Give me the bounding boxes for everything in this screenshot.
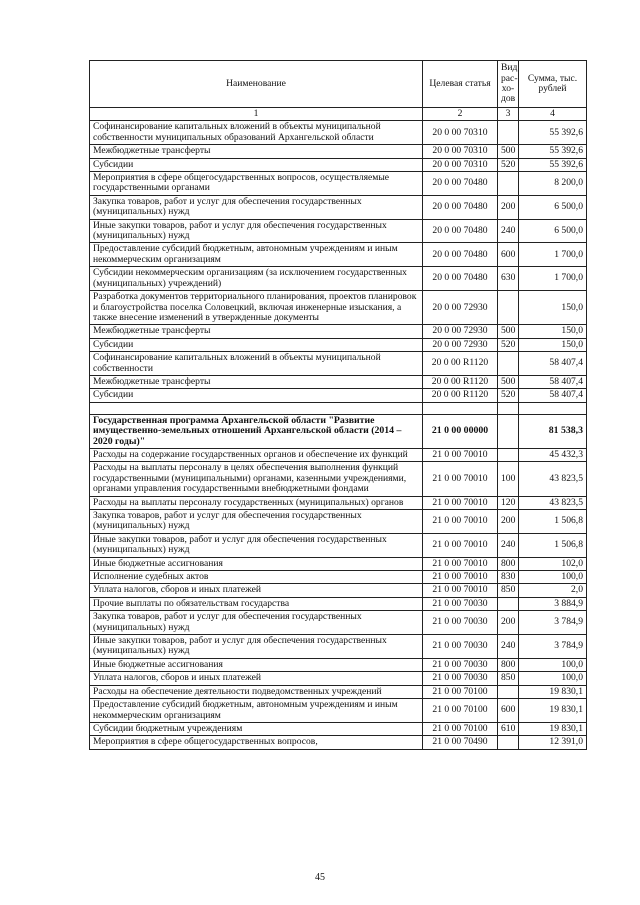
table-row bbox=[90, 352, 587, 376]
row-expense-type: 800 bbox=[498, 658, 519, 671]
row-name: Государственная программа Архангельской области "Развитие имущественно-земельных отношений Архангельской области (2014 – 2020 годы)" bbox=[90, 414, 423, 448]
row-name: Уплата налогов, сборов и иных платежей bbox=[90, 584, 423, 597]
row-amount: 2,0 bbox=[519, 584, 587, 597]
row-target-article: 21 0 00 00000 bbox=[423, 414, 498, 448]
table-row bbox=[90, 291, 587, 325]
row-expense-type bbox=[498, 121, 519, 145]
row-name: Субсидии bbox=[90, 158, 423, 171]
table-row bbox=[90, 635, 587, 659]
row-name: Уплата налогов, сборов и иных платежей bbox=[90, 672, 423, 685]
row-expense-type bbox=[498, 172, 519, 196]
table-row bbox=[90, 414, 587, 448]
row-expense-type bbox=[498, 352, 519, 376]
row-target-article: 20 0 00 70310 bbox=[423, 145, 498, 158]
row-target-article: 20 0 00 70480 bbox=[423, 267, 498, 291]
header-amount: Сумма, тыс. рублей bbox=[519, 61, 587, 108]
row-expense-type bbox=[498, 448, 519, 461]
row-name: Закупка товаров, работ и услуг для обеспечения государственных (муниципальных) нужд bbox=[90, 195, 423, 219]
table-row bbox=[90, 699, 587, 723]
row-amount: 100,0 bbox=[519, 672, 587, 685]
row-name: Межбюджетные трансферты bbox=[90, 145, 423, 158]
column-number: 1 bbox=[90, 108, 423, 121]
table-row bbox=[90, 736, 587, 749]
row-name: Расходы на выплаты персоналу в целях обеспечения выполнения функций государственными (муниципальными) органами, казенными учреждениями, органами управления государственными внебюджетными фондами bbox=[90, 462, 423, 496]
row-amount: 1 700,0 bbox=[519, 267, 587, 291]
row-amount: 150,0 bbox=[519, 325, 587, 338]
row-name: Иные закупки товаров, работ и услуг для обеспечения государственных (муниципальных) нужд bbox=[90, 533, 423, 557]
row-target-article: 21 0 00 70100 bbox=[423, 722, 498, 735]
row-amount: 1 700,0 bbox=[519, 243, 587, 267]
row-amount: 43 823,5 bbox=[519, 496, 587, 509]
column-number: 3 bbox=[498, 108, 519, 121]
row-expense-type: 800 bbox=[498, 557, 519, 570]
row-target-article: 21 0 00 70100 bbox=[423, 685, 498, 698]
column-number: 2 bbox=[423, 108, 498, 121]
row-name: Прочие выплаты по обязательствам государства bbox=[90, 597, 423, 610]
row-amount: 45 432,3 bbox=[519, 448, 587, 461]
row-expense-type: 240 bbox=[498, 219, 519, 243]
table-row bbox=[90, 338, 587, 351]
row-expense-type bbox=[498, 685, 519, 698]
row-target-article: 20 0 00 70480 bbox=[423, 195, 498, 219]
table-row bbox=[90, 145, 587, 158]
table-row bbox=[90, 448, 587, 461]
row-name: Межбюджетные трансферты bbox=[90, 325, 423, 338]
row-expense-type: 850 bbox=[498, 584, 519, 597]
row-amount: 3 784,9 bbox=[519, 611, 587, 635]
row-name: Мероприятия в сфере общегосударственных вопросов, осуществляемые государственными органами bbox=[90, 172, 423, 196]
row-name: Софинансирование капитальных вложений в объекты муниципальной собственности bbox=[90, 352, 423, 376]
table-body bbox=[90, 121, 587, 749]
row-name: Субсидии bbox=[90, 338, 423, 351]
row-target-article: 21 0 00 70100 bbox=[423, 699, 498, 723]
table-row bbox=[90, 121, 587, 145]
table-row bbox=[90, 219, 587, 243]
row-name: Межбюджетные трансферты bbox=[90, 375, 423, 388]
row-expense-type: 520 bbox=[498, 389, 519, 402]
row-amount: 150,0 bbox=[519, 338, 587, 351]
row-expense-type: 200 bbox=[498, 611, 519, 635]
row-target-article bbox=[423, 402, 498, 414]
row-amount: 55 392,6 bbox=[519, 145, 587, 158]
table-row bbox=[90, 510, 587, 534]
row-name: Софинансирование капитальных вложений в объекты муниципальной собственности муниципальных образований Архангельской области bbox=[90, 121, 423, 145]
row-amount: 1 506,8 bbox=[519, 533, 587, 557]
row-amount: 6 500,0 bbox=[519, 195, 587, 219]
row-name: Закупка товаров, работ и услуг для обеспечения государственных (муниципальных) нужд bbox=[90, 611, 423, 635]
row-amount: 19 830,1 bbox=[519, 722, 587, 735]
row-name: Мероприятия в сфере общегосударственных вопросов, bbox=[90, 736, 423, 749]
row-target-article: 20 0 00 72930 bbox=[423, 338, 498, 351]
row-target-article: 21 0 00 70010 bbox=[423, 448, 498, 461]
header-expense-type: Вид рас-хо-дов bbox=[498, 61, 519, 108]
row-amount: 102,0 bbox=[519, 557, 587, 570]
row-expense-type: 520 bbox=[498, 158, 519, 171]
row-expense-type: 240 bbox=[498, 635, 519, 659]
row-name: Субсидии некоммерческим организациям (за исключением государственных (муниципальных) учреждений) bbox=[90, 267, 423, 291]
table-row bbox=[90, 267, 587, 291]
row-expense-type bbox=[498, 291, 519, 325]
row-target-article: 20 0 00 70310 bbox=[423, 158, 498, 171]
row-name: Предоставление субсидий бюджетным, автономным учреждениям и иным некоммерческим организациям bbox=[90, 243, 423, 267]
row-expense-type bbox=[498, 597, 519, 610]
row-expense-type: 120 bbox=[498, 496, 519, 509]
row-expense-type bbox=[498, 414, 519, 448]
row-expense-type: 100 bbox=[498, 462, 519, 496]
row-expense-type: 850 bbox=[498, 672, 519, 685]
budget-table bbox=[89, 60, 587, 750]
row-target-article: 21 0 00 70010 bbox=[423, 510, 498, 534]
table-row bbox=[90, 172, 587, 196]
row-target-article: 20 0 00 70310 bbox=[423, 121, 498, 145]
row-name: Предоставление субсидий бюджетным, автономным учреждениям и иным некоммерческим организациям bbox=[90, 699, 423, 723]
row-target-article: 21 0 00 70030 bbox=[423, 658, 498, 671]
row-amount: 19 830,1 bbox=[519, 699, 587, 723]
row-name: Иные бюджетные ассигнования bbox=[90, 658, 423, 671]
row-expense-type: 630 bbox=[498, 267, 519, 291]
row-expense-type: 830 bbox=[498, 571, 519, 584]
row-amount: 55 392,6 bbox=[519, 121, 587, 145]
row-name: Разработка документов территориального планирования, проектов планировок и благоустройства поселка Соловецкий, включая инженерные изыскания, а также внесение изменений в утвержденные документы bbox=[90, 291, 423, 325]
row-target-article: 20 0 00 72930 bbox=[423, 325, 498, 338]
row-name: Субсидии бюджетным учреждениям bbox=[90, 722, 423, 735]
row-target-article: 20 0 00 72930 bbox=[423, 291, 498, 325]
row-name bbox=[90, 402, 423, 414]
row-target-article: 21 0 00 70010 bbox=[423, 496, 498, 509]
header-name: Наименование bbox=[90, 61, 423, 108]
row-name: Расходы на содержание государственных органов и обеспечение их функций bbox=[90, 448, 423, 461]
row-expense-type bbox=[498, 736, 519, 749]
row-amount: 19 830,1 bbox=[519, 685, 587, 698]
page-number: 45 bbox=[315, 872, 325, 883]
table-header-row bbox=[90, 61, 587, 108]
table-row bbox=[90, 533, 587, 557]
row-target-article: 21 0 00 70030 bbox=[423, 597, 498, 610]
row-expense-type: 200 bbox=[498, 195, 519, 219]
row-target-article: 21 0 00 70030 bbox=[423, 672, 498, 685]
table-row bbox=[90, 611, 587, 635]
row-amount: 3 884,9 bbox=[519, 597, 587, 610]
header-target-article: Целевая статья bbox=[423, 61, 498, 108]
table-row bbox=[90, 375, 587, 388]
table-row bbox=[90, 402, 587, 414]
row-target-article: 21 0 00 70490 bbox=[423, 736, 498, 749]
row-amount: 58 407,4 bbox=[519, 375, 587, 388]
row-amount: 3 784,9 bbox=[519, 635, 587, 659]
table-row bbox=[90, 722, 587, 735]
row-amount: 55 392,6 bbox=[519, 158, 587, 171]
table-row bbox=[90, 195, 587, 219]
row-expense-type bbox=[498, 402, 519, 414]
row-amount: 100,0 bbox=[519, 571, 587, 584]
row-expense-type: 200 bbox=[498, 510, 519, 534]
row-name: Расходы на обеспечение деятельности подведомственных учреждений bbox=[90, 685, 423, 698]
table-row bbox=[90, 158, 587, 171]
column-number: 4 bbox=[519, 108, 587, 121]
row-expense-type: 500 bbox=[498, 325, 519, 338]
row-target-article: 21 0 00 70030 bbox=[423, 611, 498, 635]
table-row bbox=[90, 462, 587, 496]
row-name: Иные закупки товаров, работ и услуг для обеспечения государственных (муниципальных) нужд bbox=[90, 635, 423, 659]
row-expense-type: 600 bbox=[498, 699, 519, 723]
row-amount: 150,0 bbox=[519, 291, 587, 325]
table-row bbox=[90, 243, 587, 267]
row-target-article: 21 0 00 70010 bbox=[423, 557, 498, 570]
table-row bbox=[90, 389, 587, 402]
row-name: Расходы на выплаты персоналу государственных (муниципальных) органов bbox=[90, 496, 423, 509]
row-expense-type: 520 bbox=[498, 338, 519, 351]
row-amount: 8 200,0 bbox=[519, 172, 587, 196]
row-target-article: 20 0 00 70480 bbox=[423, 243, 498, 267]
row-amount: 58 407,4 bbox=[519, 352, 587, 376]
row-target-article: 21 0 00 70010 bbox=[423, 584, 498, 597]
table-row bbox=[90, 557, 587, 570]
row-expense-type: 500 bbox=[498, 145, 519, 158]
table-row bbox=[90, 685, 587, 698]
row-amount: 43 823,5 bbox=[519, 462, 587, 496]
row-amount: 58 407,4 bbox=[519, 389, 587, 402]
row-target-article: 21 0 00 70010 bbox=[423, 533, 498, 557]
row-expense-type: 500 bbox=[498, 375, 519, 388]
row-target-article: 21 0 00 70030 bbox=[423, 635, 498, 659]
row-expense-type: 600 bbox=[498, 243, 519, 267]
row-target-article: 21 0 00 70010 bbox=[423, 462, 498, 496]
row-name: Иные бюджетные ассигнования bbox=[90, 557, 423, 570]
row-target-article: 20 0 00 R1120 bbox=[423, 375, 498, 388]
row-expense-type: 610 bbox=[498, 722, 519, 735]
row-expense-type: 240 bbox=[498, 533, 519, 557]
row-amount: 12 391,0 bbox=[519, 736, 587, 749]
row-name: Закупка товаров, работ и услуг для обеспечения государственных (муниципальных) нужд bbox=[90, 510, 423, 534]
row-target-article: 20 0 00 R1120 bbox=[423, 389, 498, 402]
row-target-article: 20 0 00 70480 bbox=[423, 219, 498, 243]
row-target-article: 21 0 00 70010 bbox=[423, 571, 498, 584]
table-row bbox=[90, 584, 587, 597]
row-target-article: 20 0 00 R1120 bbox=[423, 352, 498, 376]
table-row bbox=[90, 325, 587, 338]
table-row bbox=[90, 658, 587, 671]
table-row bbox=[90, 496, 587, 509]
column-number-row bbox=[90, 108, 587, 121]
table-row bbox=[90, 571, 587, 584]
row-amount bbox=[519, 402, 587, 414]
row-amount: 81 538,3 bbox=[519, 414, 587, 448]
row-name: Субсидии bbox=[90, 389, 423, 402]
row-amount: 100,0 bbox=[519, 658, 587, 671]
table-row bbox=[90, 597, 587, 610]
row-amount: 6 500,0 bbox=[519, 219, 587, 243]
row-name: Исполнение судебных актов bbox=[90, 571, 423, 584]
row-amount: 1 506,8 bbox=[519, 510, 587, 534]
table-row bbox=[90, 672, 587, 685]
row-target-article: 20 0 00 70480 bbox=[423, 172, 498, 196]
row-name: Иные закупки товаров, работ и услуг для обеспечения государственных (муниципальных) нужд bbox=[90, 219, 423, 243]
